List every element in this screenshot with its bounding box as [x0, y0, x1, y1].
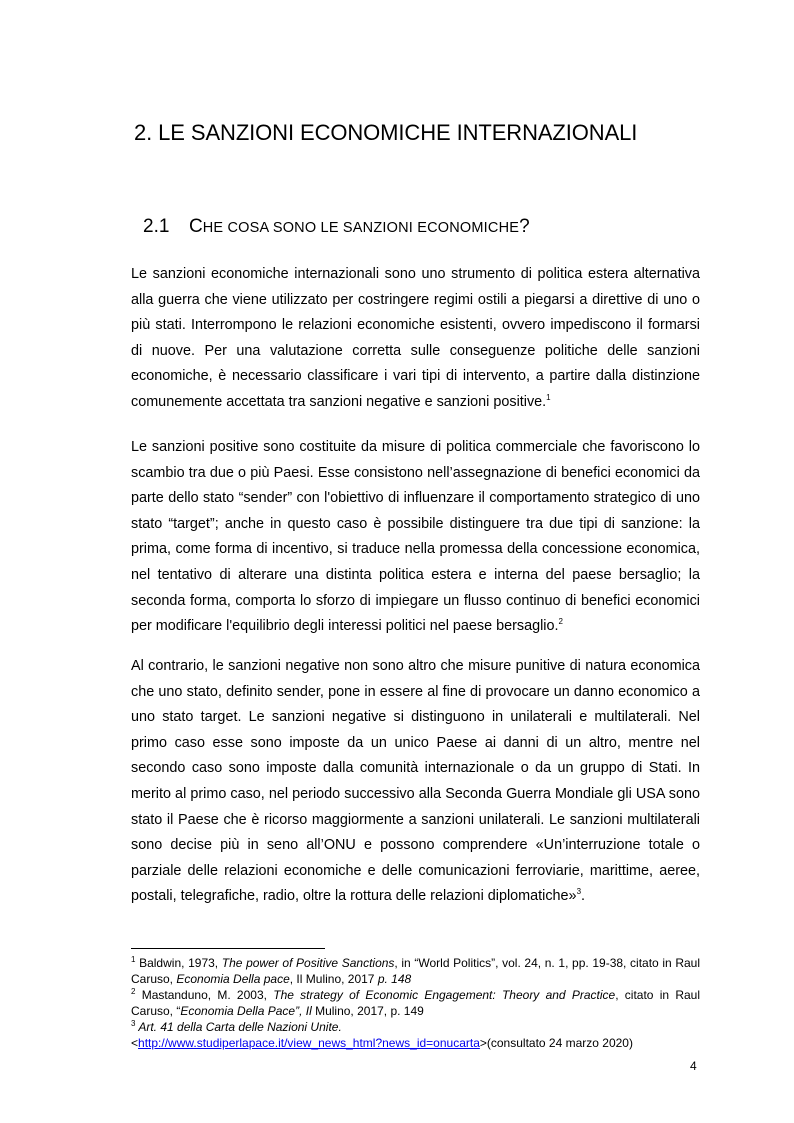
footnote-separator	[131, 948, 325, 949]
paragraph-3	[131, 654, 700, 910]
section-title-rest: HE COSA SONO LE SANZIONI ECONOMICHE	[202, 220, 520, 236]
footnote-text: , Il Mulino, 2017	[289, 972, 378, 986]
paragraph-text: Le sanzioni positive sono costituite da misure di politica commerciale che favoriscono lo scambio tra due o più Paesi. Esse consistono nell’assegnazione di benefici economici da parte dello stato “sender” con l'obiettivo di influenzare il comportamento strategico di uno stato “target”; anche in questo caso è possibile distinguere tra due tipi di sanzione: la prima, come forma di incentivo, si traduce nella promessa della concessione economica, nel tentativo di alterare una distinta politica estera e interna del paese bersaglio; la seconda forma, comporta lo sforzo di impiegare un flusso continuo di benefici economici per modificare l'equilibrio degli interessi politici nel paese bersaglio.	[131, 439, 700, 635]
paragraph-text: Al contrario, le sanzioni negative non sono altro che misure punitive di natura economica che uno stato, definito sender, pone in essere al fine di provocare un danno economico a uno stato target. Le sanzioni negative si distinguono in unilaterali e multilaterali. Nel primo caso esse sono imposte da un unico Paese ai danni di un altro, mentre nel secondo caso sono imposte dalla comunità internazionale o da un gruppo di Stati. In merito al primo caso, nel periodo successivo alla Seconda Guerra Mondiale gli USA sono stato il Paese che è ricorso maggiormente a sanzioni unilaterali. Le sanzioni multilaterali sono decise più in seno all’ONU e possono comprendere «Un’interruzione totale o parziale delle relazioni economiche e delle comunicazioni ferroviarie, marittime, aeree, postali, telegrafiche, radio, oltre la rottura delle relazioni diplomatiche»	[131, 658, 700, 905]
footnote-text: >(consultato 24 marzo 2020)	[479, 1036, 633, 1050]
paragraph-text: Le sanzioni economiche internazionali sono uno strumento di politica estera alternativa alla guerra che viene utilizzato per costringere regimi ostili a piegarsi a direttive di uno o più stati. Interrompono le relazioni economiche esistenti, ovvero impediscono il formarsi di nuove. Per una valutazione corretta sulle conseguenze politiche delle sanzioni economiche, è necessario classificare i vari tipi di intervento, a partire dalla distinzione comunemente accettata tra sanzioni negative e sanzioni positive.	[131, 266, 700, 410]
section-heading	[143, 216, 530, 238]
footnote-title: The power of Positive Sanctions	[221, 956, 395, 970]
footnote-number: 1	[131, 955, 136, 964]
footnote-text: Mastanduno, M. 2003,	[135, 988, 274, 1002]
footnote-1	[131, 955, 700, 987]
footnote-ref-3: 3	[576, 887, 582, 897]
footnote-title: Art. 41 della Carta delle Nazioni Unite.	[135, 1020, 342, 1034]
footnote-page: p. 148	[377, 972, 412, 986]
footnote-title: Economia Della Pace”, Il	[180, 1004, 312, 1018]
section-title-initial: C	[189, 216, 203, 237]
chapter-title: 2. LE SANZIONI ECONOMICHE INTERNAZIONALI	[134, 120, 638, 145]
footnote-title: The strategy of Economic Engagement: Theory and Practice	[273, 988, 616, 1002]
footnote-text: <	[131, 1036, 139, 1050]
footnote-text: Mulino, 2017, p. 149	[311, 1004, 424, 1018]
footnote-text: Baldwin, 1973,	[135, 956, 222, 970]
footnote-number: 2	[131, 987, 136, 996]
footnote-ref-2: 2	[558, 617, 563, 627]
footnote-text: , in “World Politics”, vol. 24, n. 1, pp. 19-38, citato in Raul Caruso,	[131, 956, 701, 986]
paragraph-end: .	[581, 888, 586, 905]
footnote-3	[131, 1019, 700, 1051]
footnote-ref-1: 1	[546, 393, 551, 403]
section-title-end: ?	[519, 216, 530, 237]
footnote-title: Economia Della pace	[176, 972, 290, 986]
footnotes	[131, 955, 700, 1051]
footnote-number: 3	[131, 1019, 136, 1028]
footnote-2	[131, 987, 700, 1019]
footnote-link[interactable]: http://www.studiperlapace.it/view_news_html?news_id=onucarta	[138, 1036, 480, 1050]
section-number: 2.1	[143, 216, 170, 237]
footnote-text: , citato in Raul Caruso, “	[131, 988, 701, 1018]
paragraph-2	[131, 435, 700, 640]
paragraph-1	[131, 262, 700, 416]
page-number: 4	[690, 1059, 697, 1073]
